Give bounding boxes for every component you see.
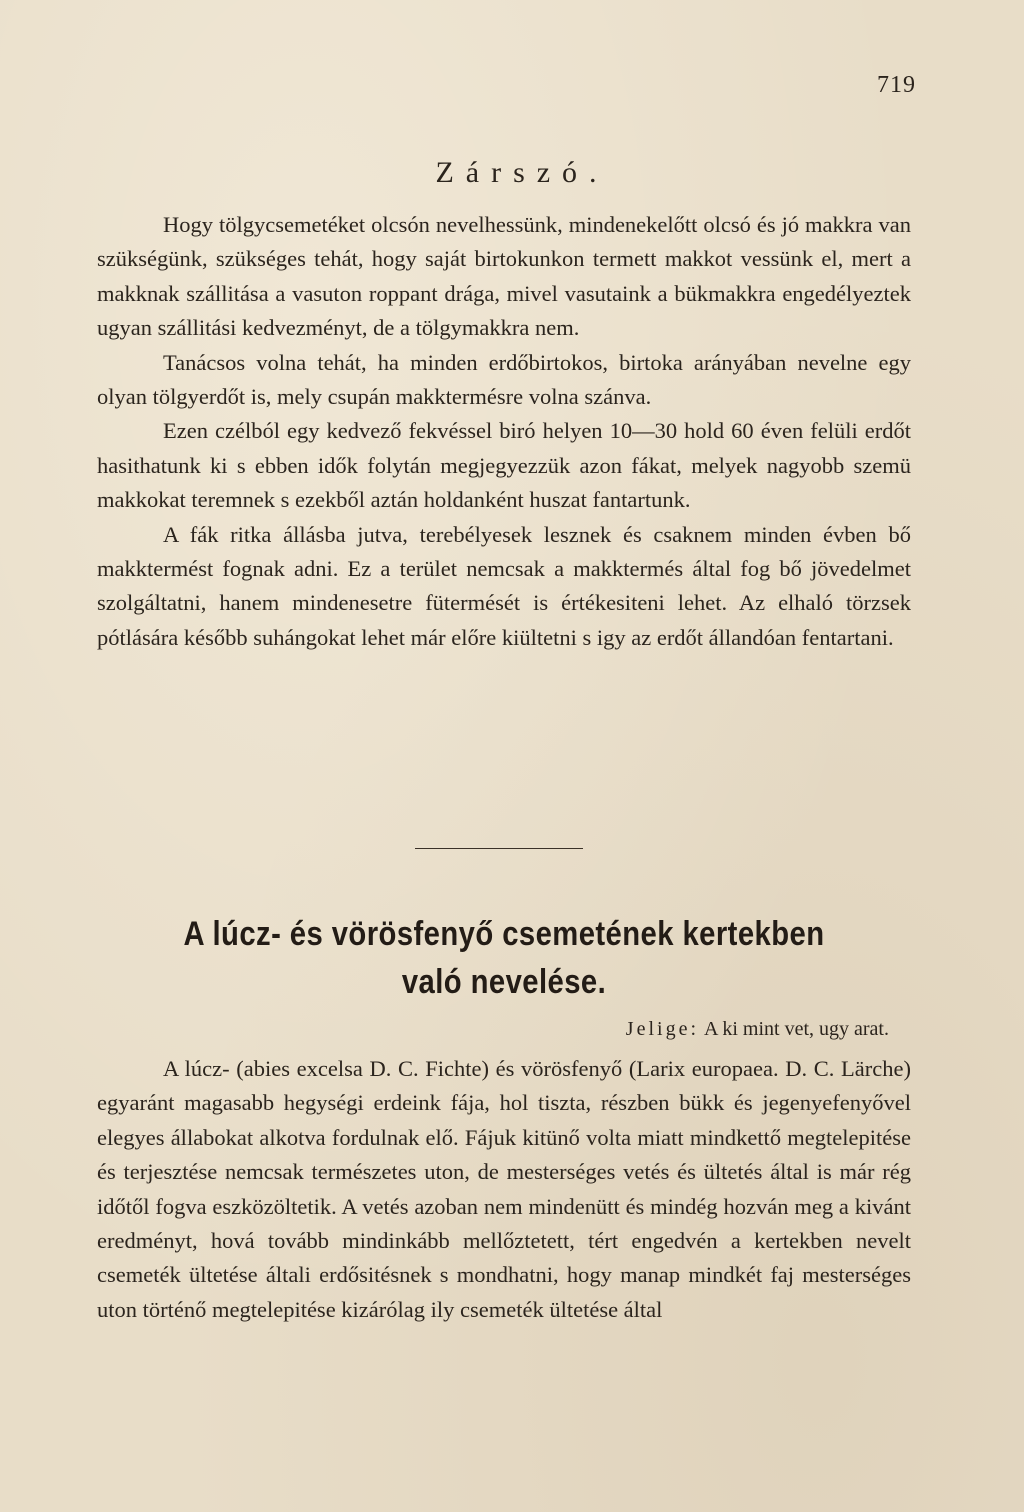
motto <box>626 1018 889 1041</box>
page-number: 719 <box>877 72 916 98</box>
paragraph: Ezen czélból egy kedvező fekvéssel biró helyen 10—30 hold 60 éven felüli erdőt hasithatunk ki s ebben idők folytán megjegyezzük azon fákat, melyek nagyobb szemü makkokat teremnek s ezekből aztán holdanként huszat fantartunk. <box>97 418 911 513</box>
paragraph: A fák ritka állásba jutva, terebélyesek lesznek és csaknem minden évben bő makktermést fognak adni. Ez a terület nemcsak a makktermés által fog bő jövedelmet szolgáltatni, hanem mindenesetre fütermését is értékesiteni lehet. Az elhaló törzsek pótlására később suhángokat lehet már előre kiültetni s igy az erdőt állandóan fentartani. <box>97 521 911 650</box>
article-body <box>97 1052 911 1327</box>
section-divider <box>415 848 583 849</box>
motto-text: A ki mint vet, ugy arat. <box>704 1018 889 1040</box>
closing-section-body <box>97 208 911 655</box>
paragraph: A lúcz- (abies excelsa D. C. Fichte) és vörösfenyő (Larix europaea. D. C. Lärche) egyaránt magasabb hegységi erdeink fája, hol tiszta, részben bükk és jegenyefenyővel elegyes állabokat alkotva fordulnak elő. Fájuk kitünő volta miatt mindkettő megtelepitése és terjesztése nemcsak természetes uton, de mesterséges vetés és ültetés által is már rég időtől fogva eszközöltetik. A vetés azoban nem mindenütt és mindég hozván meg a kivánt eredményt, hová tovább mindinkább mellőztetett, tért engedvén a kertekben nevelt csemeték ültetése általi erdősitésnek s mondhatni, hogy manap mindkét faj mesterséges uton történő megtelepitése kizárólag ily csemeték ültetése által <box>97 1056 911 1322</box>
paragraph: Tanácsos volna tehát, ha minden erdőbirtokos, birtoka arányában nevelne egy olyan tölgyerdőt is, mely csupán makktermésre volna szánva. <box>97 349 911 410</box>
motto-label: Jeligе: <box>625 1018 700 1040</box>
paragraph: Hogy tölgycsemetéket olcsón nevelhessünk, mindenekelőtt olcsó és jó makkra van szükségünk, szükséges tehát, hogy saját birtokunkon termett makkot vessünk el, mert a makknak szállitása a vasuton roppant drága, mivel vasutaink a bükmakkra engedélyeztek ugyan szállitási kedvezményt, de a tölgymakkra nem. <box>97 212 911 341</box>
article-title: A lúcz- és vörösfenyő csemetének kertekben való nevelése. <box>183 915 825 1001</box>
section-title: Zárszó. <box>435 156 609 189</box>
